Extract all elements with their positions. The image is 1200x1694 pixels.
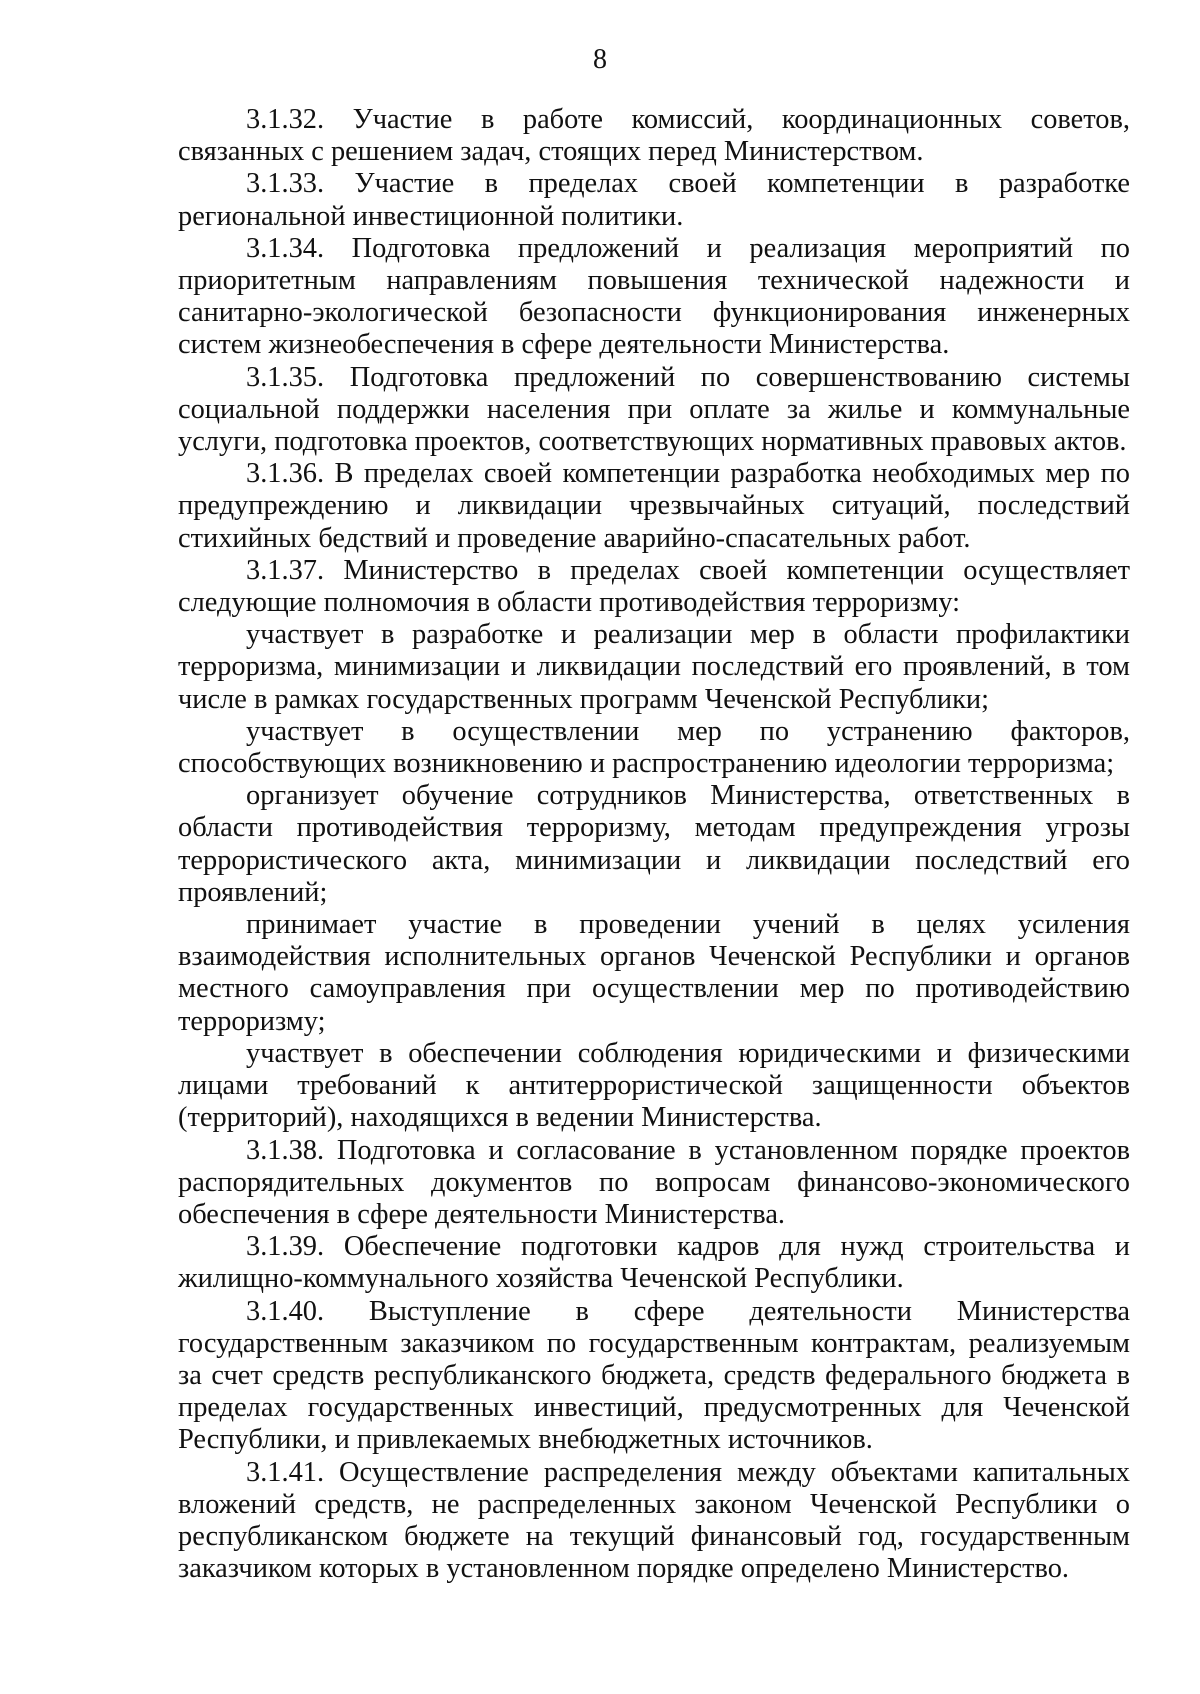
item-number: 3.1.35.	[246, 361, 325, 393]
paragraph-3-1-40	[178, 1296, 1130, 1457]
item-number: 3.1.39.	[246, 1231, 325, 1263]
item-number: 3.1.38.	[246, 1134, 325, 1166]
paragraph-text: Осуществление распределения между объектами капитальных вложений средств, не распределенных законом Чеченской Республики о республиканском бюджете на текущий финансовый год, государственным заказчиком которых в установленном порядке определено Министерство.	[178, 1456, 1131, 1585]
item-number: 3.1.40.	[246, 1295, 325, 1327]
subparagraph-item	[178, 716, 1130, 780]
item-number: 3.1.37.	[246, 554, 325, 586]
paragraph-text: участвует в разработке и реализации мер в области профилактики терроризма, минимизации и ликвидации последствий его проявлений, в том числе в рамках государственных программ Чеченской Республики;	[178, 619, 1130, 715]
item-number: 3.1.41.	[246, 1456, 325, 1488]
paragraph-3-1-35	[178, 362, 1130, 459]
paragraph-3-1-39	[178, 1231, 1130, 1295]
paragraph-text: Выступление в сфере деятельности Министерства государственным заказчиком по государственным контрактам, реализуемым за счет средств республиканского бюджета, средств федерального бюджета в пределах государственных инвестиций, предусмотренных для Чеченской Республики, и привлекаемых внебюджетных источников.	[178, 1295, 1130, 1456]
subparagraph-item	[178, 780, 1130, 909]
subparagraph-item	[178, 909, 1130, 1038]
paragraph-text: участвует в осуществлении мер по устранению факторов, способствующих возникновению и распространению идеологии терроризма;	[178, 715, 1130, 780]
paragraph-text: Министерство в пределах своей компетенции осуществляет следующие полномочия в области противодействия терроризму:	[178, 554, 1130, 619]
paragraph-text: Подготовка и согласование в установленном порядке проектов распорядительных документов по вопросам финансово-экономического обеспечения в сфере деятельности Министерства.	[178, 1134, 1130, 1230]
paragraph-3-1-41	[178, 1457, 1130, 1586]
paragraph-text: Участие в работе комиссий, координационных советов, связанных с решением задач, стоящих перед Министерством.	[178, 104, 1130, 168]
item-number: 3.1.34.	[246, 232, 325, 264]
paragraph-text: Подготовка предложений по совершенствованию системы социальной поддержки населения при оплате за жилье и коммунальные услуги, подготовка проектов, соответствующих нормативных правовых актов.	[178, 361, 1130, 458]
page-number: 8	[593, 44, 607, 75]
paragraph-3-1-33	[178, 168, 1130, 232]
paragraph-3-1-37	[178, 555, 1130, 619]
paragraph-3-1-34	[178, 233, 1130, 362]
paragraph-text: организует обучение сотрудников Министерства, ответственных в области противодействия терроризму, методам предупреждения угрозы террористического акта, минимизации и ликвидации последствий его проявлений;	[178, 780, 1130, 908]
paragraph-text: В пределах своей компетенции разработка необходимых мер по предупреждению и ликвидации чрезвычайных ситуаций, последствий стихийных бедствий и проведение аварийно-спасательных работ.	[178, 458, 1130, 554]
paragraph-text: Подготовка предложений и реализация мероприятий по приоритетным направлениям повышения технической надежности и санитарно-экологической безопасности функционирования инженерных систем жизнеобеспечения в сфере деятельности Министерства.	[178, 232, 1130, 361]
paragraph-text: участвует в обеспечении соблюдения юридическими и физическими лицами требований к антитеррористической защищенности объектов (территорий), находящихся в ведении Министерства.	[178, 1037, 1130, 1134]
paragraph-3-1-32	[178, 104, 1130, 168]
paragraph-text: принимает участие в проведении учений в целях усиления взаимодействия исполнительных органов Чеченской Республики и органов местного самоуправления при осуществлении мер по противодействию терроризму;	[178, 909, 1130, 1037]
paragraph-text: Обеспечение подготовки кадров для нужд строительства и жилищно-коммунального хозяйства Чеченской Республики.	[178, 1231, 1130, 1295]
subparagraph-item	[178, 619, 1130, 716]
item-number: 3.1.33.	[246, 168, 325, 200]
subparagraph-item	[178, 1038, 1130, 1135]
item-number: 3.1.36.	[246, 458, 325, 490]
paragraph-3-1-38	[178, 1135, 1130, 1232]
item-number: 3.1.32.	[246, 104, 325, 135]
paragraph-3-1-36	[178, 458, 1130, 555]
document-body	[178, 104, 1130, 1585]
paragraph-text: Участие в пределах своей компетенции в разработке региональной инвестиционной политики.	[178, 168, 1130, 232]
